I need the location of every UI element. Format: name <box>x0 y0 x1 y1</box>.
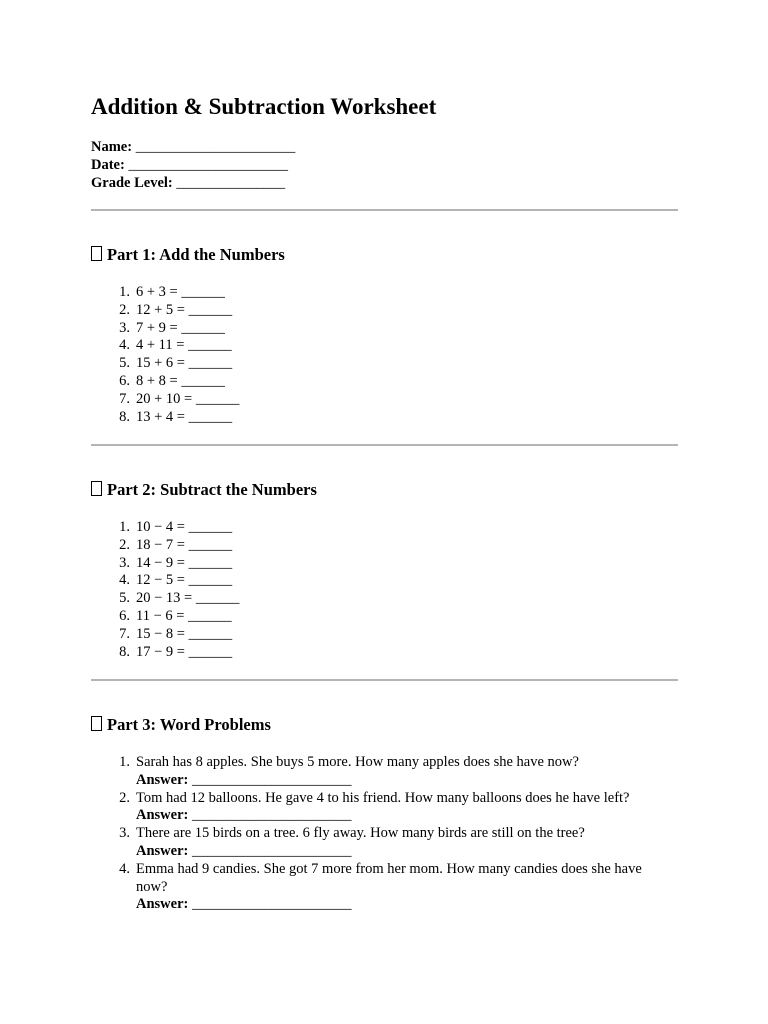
list-item: 1. Sarah has 8 apples. She buys 5 more. How many apples does she have now? Answer: ______________________ <box>119 754 579 788</box>
list-item: 1. 10 − 4 = ______ <box>119 519 233 535</box>
date-blank: ______________________ <box>128 157 288 173</box>
part2-heading <box>91 480 317 500</box>
list-item: 7. 15 − 8 = ______ <box>119 625 233 642</box>
word-problem-text: Sarah has 8 apples. She buys 5 more. How many apples does she have now? <box>136 754 579 770</box>
list-item: 2. 12 + 5 = ______ <box>119 301 233 318</box>
grade-line <box>91 174 295 192</box>
part3-heading <box>91 715 271 735</box>
list-item: 8. 17 − 9 = ______ <box>119 643 233 660</box>
missing-glyph-icon <box>91 481 102 496</box>
list-item: 3. 14 − 9 = ______ <box>119 554 233 571</box>
word-problem-text: Tom had 12 balloons. He gave 4 to his friend. How many balloons does he have left? <box>136 789 630 806</box>
part3-heading-text: Part 3: Word Problems <box>107 715 271 734</box>
name-label: Name: <box>91 139 133 155</box>
part3-list <box>119 754 676 914</box>
divider-2 <box>91 444 678 446</box>
missing-glyph-icon <box>91 716 102 731</box>
list-item: 5. 15 + 6 = ______ <box>119 355 233 372</box>
list-item: 2. Tom had 12 balloons. He gave 4 to his friend. How many balloons does he have left? Answer: ______________________ <box>119 789 630 824</box>
list-item: 3. There are 15 birds on a tree. 6 fly away. How many birds are still on the tree? Answer: ______________________ <box>119 825 585 859</box>
list-item: 7. 20 + 10 = ______ <box>119 390 240 407</box>
answer-blank: ______________________ <box>191 896 352 913</box>
list-item: 2. 18 − 7 = ______ <box>119 536 233 553</box>
part1-list <box>119 284 676 426</box>
name-blank: ______________________ <box>135 139 296 155</box>
part1-heading <box>91 245 285 265</box>
list-item: 6. 11 − 6 = ______ <box>119 607 232 624</box>
part2-heading-text: Part 2: Subtract the Numbers <box>107 480 317 499</box>
list-item: 4. 12 − 5 = ______ <box>119 572 233 589</box>
part1-heading-text: Part 1: Add the Numbers <box>107 245 285 264</box>
list-item: 1. 6 + 3 = ______ <box>119 284 225 300</box>
part2-list <box>119 519 676 661</box>
divider-1 <box>91 209 678 211</box>
name-line <box>91 138 295 156</box>
grade-blank: _______________ <box>176 175 286 191</box>
grade-label: Grade Level: <box>91 175 173 191</box>
divider-3 <box>91 679 678 681</box>
list-item: 4. Emma had 9 candies. She got 7 more from her mom. How many candies does she have now? Answer: ______________________ <box>119 860 642 913</box>
list-item: 8. 13 + 4 = ______ <box>119 408 233 425</box>
list-item: 5. 20 − 13 = ______ <box>119 590 240 607</box>
word-problem-text: There are 15 birds on a tree. 6 fly away. How many birds are still on the tree? <box>136 825 585 842</box>
answer-label: Answer: <box>136 842 189 859</box>
answer-label: Answer: <box>136 807 189 824</box>
list-item: 4. 4 + 11 = ______ <box>119 337 232 354</box>
date-label: Date: <box>91 157 125 173</box>
page-title: Addition & Subtraction Worksheet <box>91 94 437 119</box>
answer-blank: ______________________ <box>191 771 352 788</box>
list-item: 3. 7 + 9 = ______ <box>119 319 225 336</box>
missing-glyph-icon <box>91 246 102 261</box>
student-info <box>91 138 295 192</box>
word-problem-text: Emma had 9 candies. She got 7 more from her mom. How many candies does she have now? <box>136 860 642 895</box>
answer-label: Answer: <box>136 896 189 913</box>
answer-label: Answer: <box>136 771 189 788</box>
date-line <box>91 156 295 174</box>
answer-blank: ______________________ <box>191 842 352 859</box>
answer-blank: ______________________ <box>191 807 352 824</box>
list-item: 6. 8 + 8 = ______ <box>119 372 225 389</box>
